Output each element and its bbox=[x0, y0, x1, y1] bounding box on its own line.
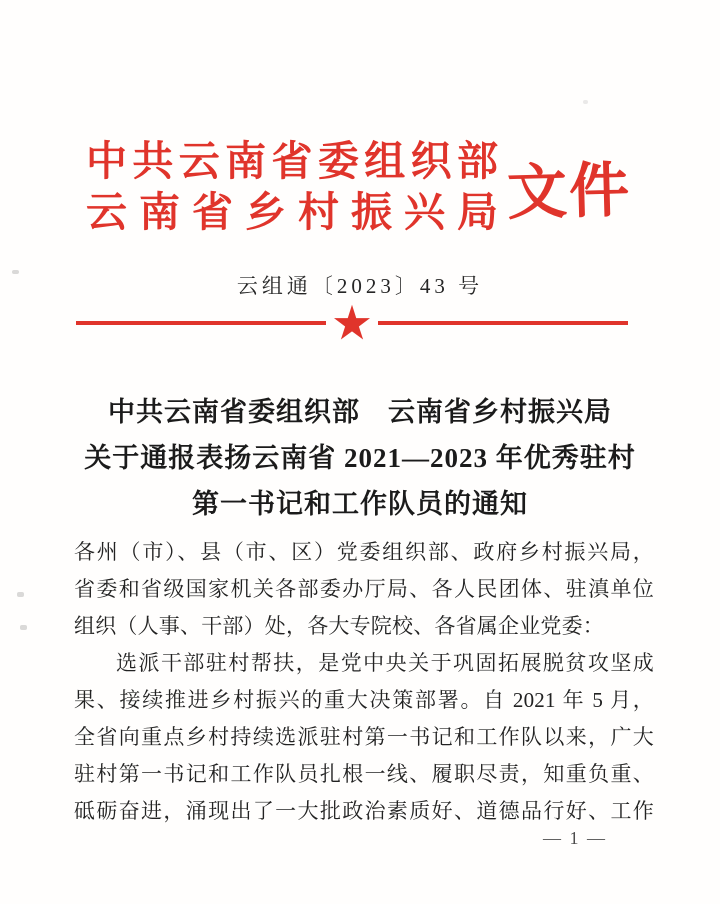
document-title bbox=[70, 389, 650, 527]
scan-artifact bbox=[17, 592, 24, 597]
body-line: 省委和省级国家机关各部委办厅局、各人民团体、驻滇单位 bbox=[74, 577, 654, 601]
body-line: 全省向重点乡村持续选派驻村第一书记和工作队以来，广大 bbox=[74, 725, 654, 749]
body-line: 各州（市）、县（市、区）党委组织部、政府乡村振兴局， bbox=[74, 540, 654, 564]
letterhead bbox=[86, 136, 631, 238]
org-name-line1: 中共云南省委组织部 bbox=[86, 138, 499, 184]
body-line: 驻村第一书记和工作队员扎根一线、履职尽责，知重负重、 bbox=[74, 762, 654, 786]
body-line: 果、接续推进乡村振兴的重大决策部署。自 2021 年 5 月， bbox=[74, 688, 654, 712]
title-line1: 中共云南省委组织部 云南省乡村振兴局 bbox=[108, 397, 612, 427]
document-body bbox=[74, 534, 654, 830]
red-star-icon bbox=[333, 304, 371, 340]
divider-line-right bbox=[378, 321, 628, 325]
scan-artifact bbox=[583, 100, 588, 104]
title-line2: 关于通报表扬云南省 2021—2023 年优秀驻村 bbox=[84, 443, 636, 473]
document-number: 云组通〔2023〕43 号 bbox=[236, 274, 484, 298]
body-line: 选派干部驻村帮扶，是党中央关于巩固拓展脱贫攻坚成 bbox=[116, 651, 654, 675]
page-number: — 1 — bbox=[543, 828, 607, 848]
org-name-line2: 云南省乡村振兴局 bbox=[86, 189, 499, 235]
title-line3: 第一书记和工作队员的通知 bbox=[192, 489, 528, 519]
body-line: 砥砺奋进，涌现出了一大批政治素质好、道德品行好、工作 bbox=[74, 799, 654, 823]
divider-line-left bbox=[76, 321, 326, 325]
scan-artifact bbox=[20, 625, 27, 630]
document-label: 文件 bbox=[506, 157, 632, 227]
red-divider bbox=[76, 305, 628, 341]
issuing-organizations bbox=[86, 136, 499, 238]
body-line: 组织（人事、干部）处，各大专院校、各省属企业党委： bbox=[74, 614, 604, 638]
scan-artifact bbox=[12, 270, 19, 274]
